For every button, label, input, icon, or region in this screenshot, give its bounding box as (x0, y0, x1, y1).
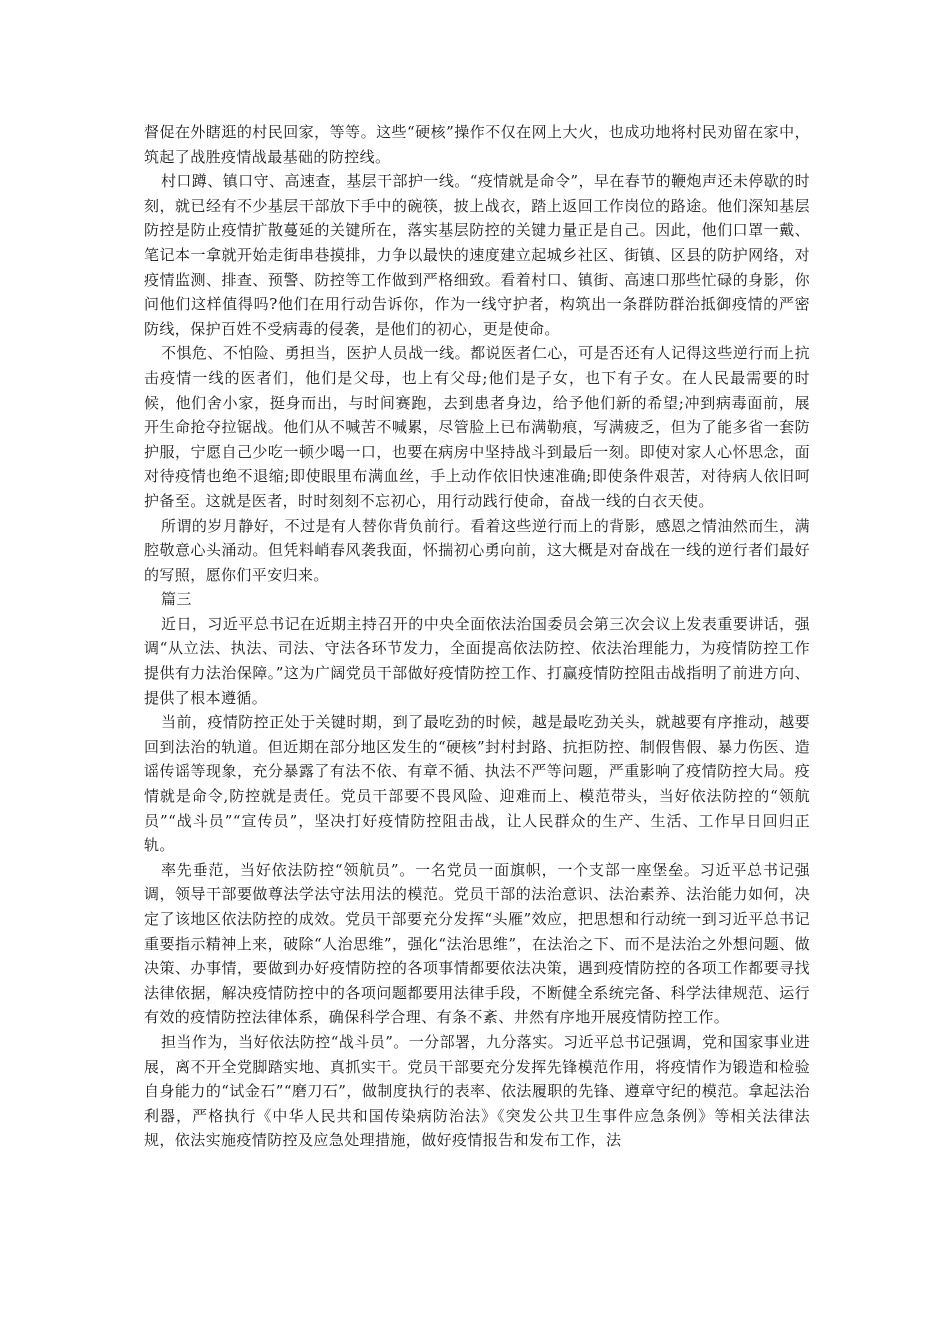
paragraph-continuation: 督促在外瞎逛的村民回家，等等。这些“硬核”操作不仅在网上大火，也成功地将村民劝留在家中，筑起了战胜疫情战最基础的防控线。 (144, 123, 810, 166)
paragraph-medical-staff: 不惧危、不怕险、勇担当，医护人员战一线。都说医者仁心，可是否还有人记得这些逆行而上抗击疫情一线的医者们，他们是父母，也上有父母;他们是子女，也下有子女。在人民最需要的时候，他们舍小家，挺身而出，与时间赛跑，去到患者身边，给予他们新的希望;冲到病毒面前，展开生命抢夺拉锯战。他们从不喊苦不喊累，尽管脸上已布满勒痕，写满疲乏，但为了能多省一套防护服，宁愿自己少吃一顿少喝一口，也要在病房中坚持战斗到最后一刻。即使对家人心怀思念，面对待疫情也绝不退缩;即使眼里布满血丝，手上动作依旧快速准确;即使条件艰苦，对待病人依旧呵护备至。这就是医者，时时刻刻不忘初心，用行动践行使命，奋战一线的白衣天使。 (144, 344, 810, 510)
paragraph-fighter: 担当作为，当好依法防控“战斗员”。一分部署，九分落实。习近平总书记强调，党和国家事业进展，离不开全党脚踏实地、真抓实干。党员干部要充分发挥先锋模范作用，将疫情作为锻造和检验自身能力的“试金石”“磨刀石”，做制度执行的表率、依法履职的先锋、遵章守纪的模范。拿起法治利器，严格执行《中华人民共和国传染病防治法》《突发公共卫生事件应急条例》等相关法律法规，依法实施疫情防控及应急处理措施，做好疫情报告和发布工作，法 (144, 1032, 810, 1150)
paragraph-grassroots-cadres: 村口蹲、镇口守、高速查，基层干部护一线。“疫情就是命令”，早在春节的鞭炮声还未停歇的时刻，就已经有不少基层干部放下手中的碗筷，披上战衣，踏上返回工作岗位的路途。他们深知基层防控是防止疫情扩散蔓延的关键所在，落实基层防控的关键力量正是自己。因此，他们口罩一戴、笔记本一拿就开始走街串巷摸排，力争以最快的速度建立起城乡社区、街镇、区县的防护网络，对疫情监测、排查、预警、防控等工作做到严格细致。看着村口、镇街、高速口那些忙碌的身影，你问他们这样值得吗?他们在用行动告诉你，作为一线守护者，构筑出一条群防群治抵御疫情的严密防线，保护百姓不受病毒的侵袭，是他们的初心，更是使命。 (144, 172, 810, 338)
paragraph-navigator: 率先垂范，当好依法防控“领航员”。一名党员一面旗帜，一个支部一座堡垒。习近平总书记强调，领导干部要做尊法学法守法用法的模范。党员干部的法治意识、法治素养、法治能力如何，决定了该地区依法防控的成效。党员干部要充分发挥“头雁”效应，把思想和行动统一到习近平总书记重要指示精神上来，破除“人治思维”，强化“法治思维”，在法治之下、而不是法治之外想问题、做决策、办事情，要做到办好疫情防控的各项事情都要依法决策，遇到疫情防控的各项工作都要寻找法律依据，解决疫情防控中的各项问题都要用法律手段，不断健全系统完备、科学法律规范、运行有效的疫情防控法律体系，确保科学合理、有条不紊、井然有序地开展疫情防控工作。 (144, 860, 810, 1027)
paragraph-intro: 近日，习近平总书记在近期主持召开的中央全面依法治国委员会第三次会议上发表重要讲话，强调“从立法、执法、司法、守法各环节发力，全面提高依法防控、依法治理能力，为疫情防控工作提供有力法治保障。”这为广阔党员干部做好疫情防控工作、打赢疫情防控阻击战指明了前进方向、提供了根本遵循。 (144, 614, 810, 707)
paragraph-current-situation: 当前，疫情防控正处于关键时期，到了最吃劲的时候，越是最吃劲关头，就越要有序推动，越要回到法治的轨道。但近期在部分地区发生的“硬核”封村封路、抗拒防控、制假售假、暴力伤医、造谣传谣等现象，充分暴露了有法不依、有章不循、执法不严等问题，严重影响了疫情防控大局。疫情就是命令,防控就是责任。党员干部要不畏风险、迎难而上、模范带头，当好依法防控的“领航员”“战斗员”“宣传员”，坚决打好疫情防控阻击战，让人民群众的生产、生活、工作早日回归正轨。 (144, 713, 810, 855)
document-body (144, 120, 810, 1153)
paragraph-closing: 所谓的岁月静好，不过是有人替你背负前行。看着这些逆行而上的背影，感恩之情油然而生，满腔敬意心头涌动。但凭料峭春风袭我面，怀揣初心勇向前，这大概是对奋战在一线的逆行者们最好的写照，愿你们平安归来。 (144, 516, 810, 584)
section-heading: 篇三 (161, 590, 192, 609)
